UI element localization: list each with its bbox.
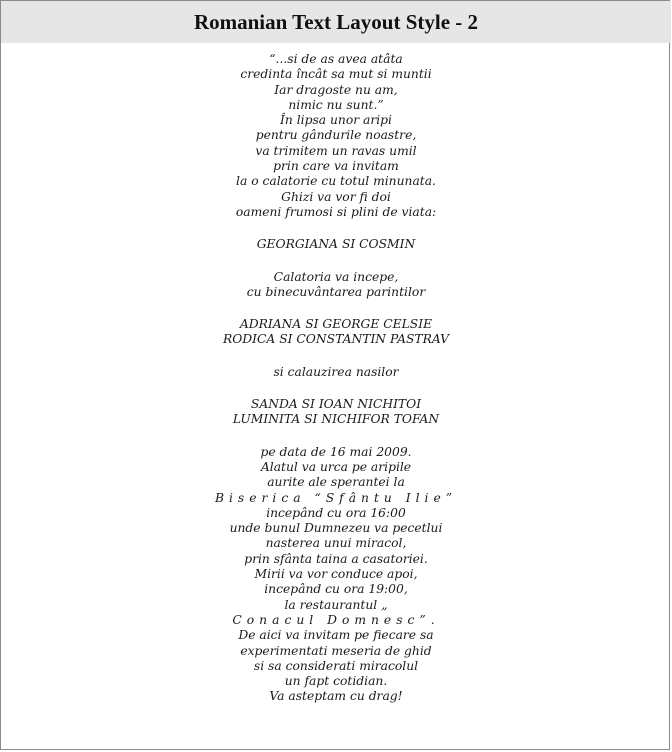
- text-line: incepând cu ora 16:00: [266, 505, 406, 520]
- text-line: experimentati meseria de ghid: [240, 643, 432, 658]
- text-line: pentru gândurile noastre,: [255, 128, 417, 143]
- spacer: [1, 220, 671, 237]
- title-bar: [1, 1, 671, 43]
- venue-name: Conacul Domnesc”.: [232, 612, 440, 627]
- text-line: si sa considerati miracolul: [253, 658, 419, 673]
- invitation-text: [1, 52, 671, 705]
- couple-names: GEORGIANA SI COSMIN: [256, 237, 416, 252]
- text-line: aurite ale sperantei la: [267, 475, 405, 490]
- text-line: va trimitem un ravas umil: [255, 143, 417, 158]
- text-line: nimic nu sunt.”: [288, 97, 384, 112]
- event-date: pe data de 16 mai 2009.: [260, 444, 412, 459]
- text-line: un fapt cotidian.: [284, 674, 388, 689]
- text-line: Calatoria va incepe,: [273, 269, 399, 284]
- spacer: [1, 380, 671, 397]
- text-line: nasterea unui miracol,: [265, 536, 407, 551]
- text-line: si calauzirea nasilor: [273, 364, 399, 379]
- godparents-names: SANDA SI IOAN NICHITOI: [250, 397, 422, 412]
- godparents-names: LUMINITA SI NICHIFOR TOFAN: [232, 412, 440, 427]
- text-line: prin sfânta taina a casatoriei.: [244, 551, 428, 566]
- spacer: [1, 253, 671, 270]
- text-line: oameni frumosi si plini de viata:: [235, 204, 437, 219]
- text-line: incepând cu ora 19:00,: [264, 582, 408, 597]
- text-line: Ghizi va vor fi doi: [281, 189, 391, 204]
- closing-line: Va asteptam cu drag!: [269, 689, 403, 704]
- spacer: [1, 348, 671, 365]
- text-line: prin care va invitam: [273, 159, 399, 174]
- text-line: unde bunul Dumnezeu va pecetlui: [229, 521, 443, 536]
- text-line: Alatul va urca pe aripile: [260, 459, 412, 474]
- text-line: Mirii va vor conduce apoi,: [254, 567, 418, 582]
- text-line: cu binecuvântarea parintilor: [246, 284, 426, 299]
- text-line: “...si de as avea atâta: [269, 52, 403, 66]
- text-line: credinta încât sa mut si muntii: [240, 67, 432, 82]
- page-title: Romanian Text Layout Style - 2: [193, 9, 479, 34]
- spacer: [1, 428, 671, 445]
- text-line: la o calatorie cu totul minunata.: [236, 174, 436, 189]
- spacer: [1, 300, 671, 317]
- parents-names: RODICA SI CONSTANTIN PASTRAV: [222, 332, 450, 347]
- church-name: Biserica “Sfântu Ilie”: [214, 490, 458, 505]
- text-line: la restaurantul „: [284, 597, 388, 612]
- parents-names: ADRIANA SI GEORGE CELSIE: [239, 317, 433, 332]
- text-line: De aici va invitam pe fiecare sa: [238, 628, 434, 643]
- text-line: Iar dragoste nu am,: [274, 82, 398, 97]
- text-line: În lipsa unor aripi: [280, 113, 392, 128]
